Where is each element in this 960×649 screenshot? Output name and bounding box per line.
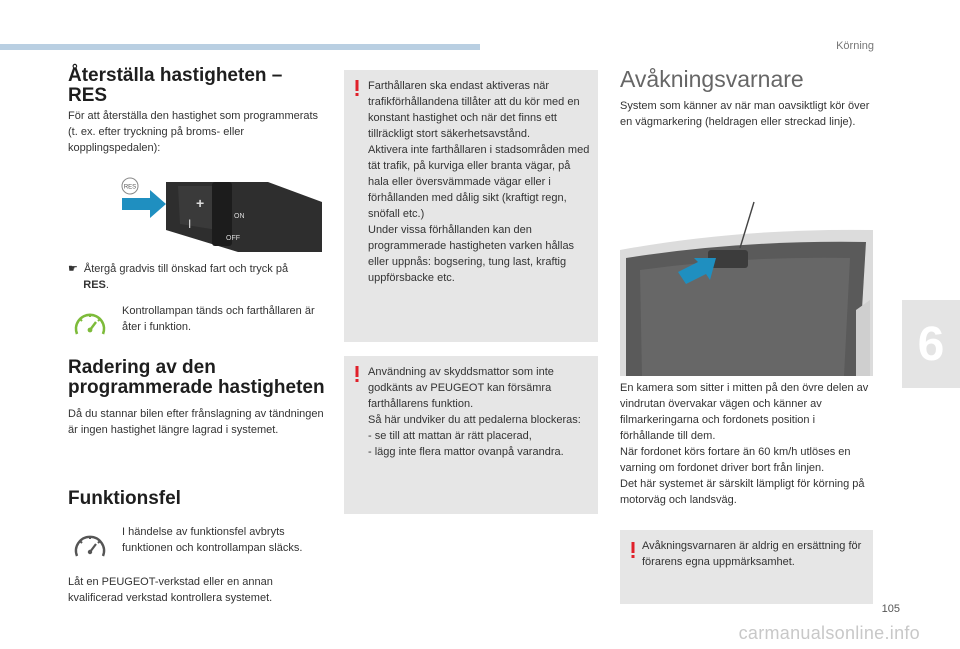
windshield-camera-illustration: [620, 200, 873, 376]
res-heading: Återställa hastigheten – RES: [68, 65, 283, 106]
svg-text:+: +: [196, 195, 205, 211]
page-number: 105: [881, 603, 900, 615]
lane-warning-heading: Avåkningsvarnare: [620, 66, 804, 92]
res-intro: För att återställa den hastighet som programmerats (t. ex. efter tryckning på broms- eller kopplingspedalen):: [68, 110, 319, 154]
off-label: OFF: [226, 235, 240, 242]
lane-warning-intro: System som känner av när man oavsiktligt kör över en vägmarkering (heldragen eller streckad linje).: [620, 100, 870, 128]
on-label: ON: [234, 213, 245, 220]
lane-warning-camera-text: En kamera som sitter i mitten på den övre delen av vindrutan övervakar vägen och känner av filmarkeringarna och fordonets position i förhållande till dem. När fordonet körs fortare än 60 km/h utlöses en varning om fordonet driver bort från linjen. Det här systemet är särskilt lämpligt för körning på motorväg och landsväg.: [620, 382, 869, 506]
cruise-lamp-icon: [72, 308, 108, 344]
delete-heading: Radering av den programmerade hastigheten: [68, 357, 325, 398]
warning-box-activation: [344, 70, 598, 342]
watermark: carmanualsonline.info: [738, 623, 920, 643]
svg-text:I: I: [188, 217, 192, 231]
pointer-icon: ☛: [68, 263, 78, 275]
cruise-lamp-off-icon: [72, 530, 108, 566]
chapter-number: 6: [917, 317, 945, 371]
res-bullet-text: Återgå gradvis till önskad fart och tryck på: [83, 263, 289, 275]
fault-heading: Funktionsfel: [68, 488, 181, 509]
section-title: Körning: [836, 40, 874, 52]
lamp-on-text: Kontrollampan tänds och farthållaren är åter i funktion.: [122, 305, 315, 333]
warning-exclamation-icon: [354, 366, 360, 382]
delete-text: Då du stannar bilen efter frånslagning av tändningen är ingen hastighet längre lagrad i systemet.: [68, 408, 324, 436]
chapter-tab: [902, 300, 960, 388]
warning-text-mats: Användning av skyddsmattor som inte godkänts av PEUGEOT kan försämra farthållarens funktion. Så här undviker du att pedalerna blockeras: - se till att mattan är rätt placerad, - lägg inte flera mattor ovanpå varandra.: [368, 366, 581, 458]
header-accent-bar: [0, 44, 480, 50]
warning-box-mats: [344, 356, 598, 514]
stalk-illustration: [118, 172, 322, 252]
res-bullet: ☛ Återgå gradvis till önskad fart och tryck på RES.: [68, 263, 289, 291]
res-bullet-bold: RES: [83, 279, 106, 291]
warning-box-lane: [620, 530, 873, 604]
fault-lamp-text: I händelse av funktionsfel avbryts funktionen och kontrollampan släcks.: [122, 526, 303, 554]
warning-text-activation: Farthållaren ska endast aktiveras när trafikförhållandena tillåter att du kör med en konstant hastighet och när det finns ett tillräckligt stort säkerhetsavstånd. Aktivera inte farthållaren i stadsområden med tät trafik, på kurviga eller branta vägar, på hala eller översvämmade vägar eller i förhållanden med dålig sikt (kraftigt regn, snöfall etc.) Under vissa förhållanden kan den programmerade hastigheten varken hållas eller uppnås: bogsering, tung last, kraftig uppförsbacke etc.: [368, 80, 590, 284]
warning-text-lane: Avåkningsvarnaren är aldrig en ersättning för förarens egna uppmärksamhet.: [642, 540, 862, 568]
warning-exclamation-icon: [630, 542, 636, 558]
res-button-label: RES: [123, 184, 137, 191]
warning-exclamation-icon: [354, 80, 360, 96]
fault-text: Låt en PEUGEOT-verkstad eller en annan kvalificerad verkstad kontrollera systemet.: [68, 576, 273, 604]
